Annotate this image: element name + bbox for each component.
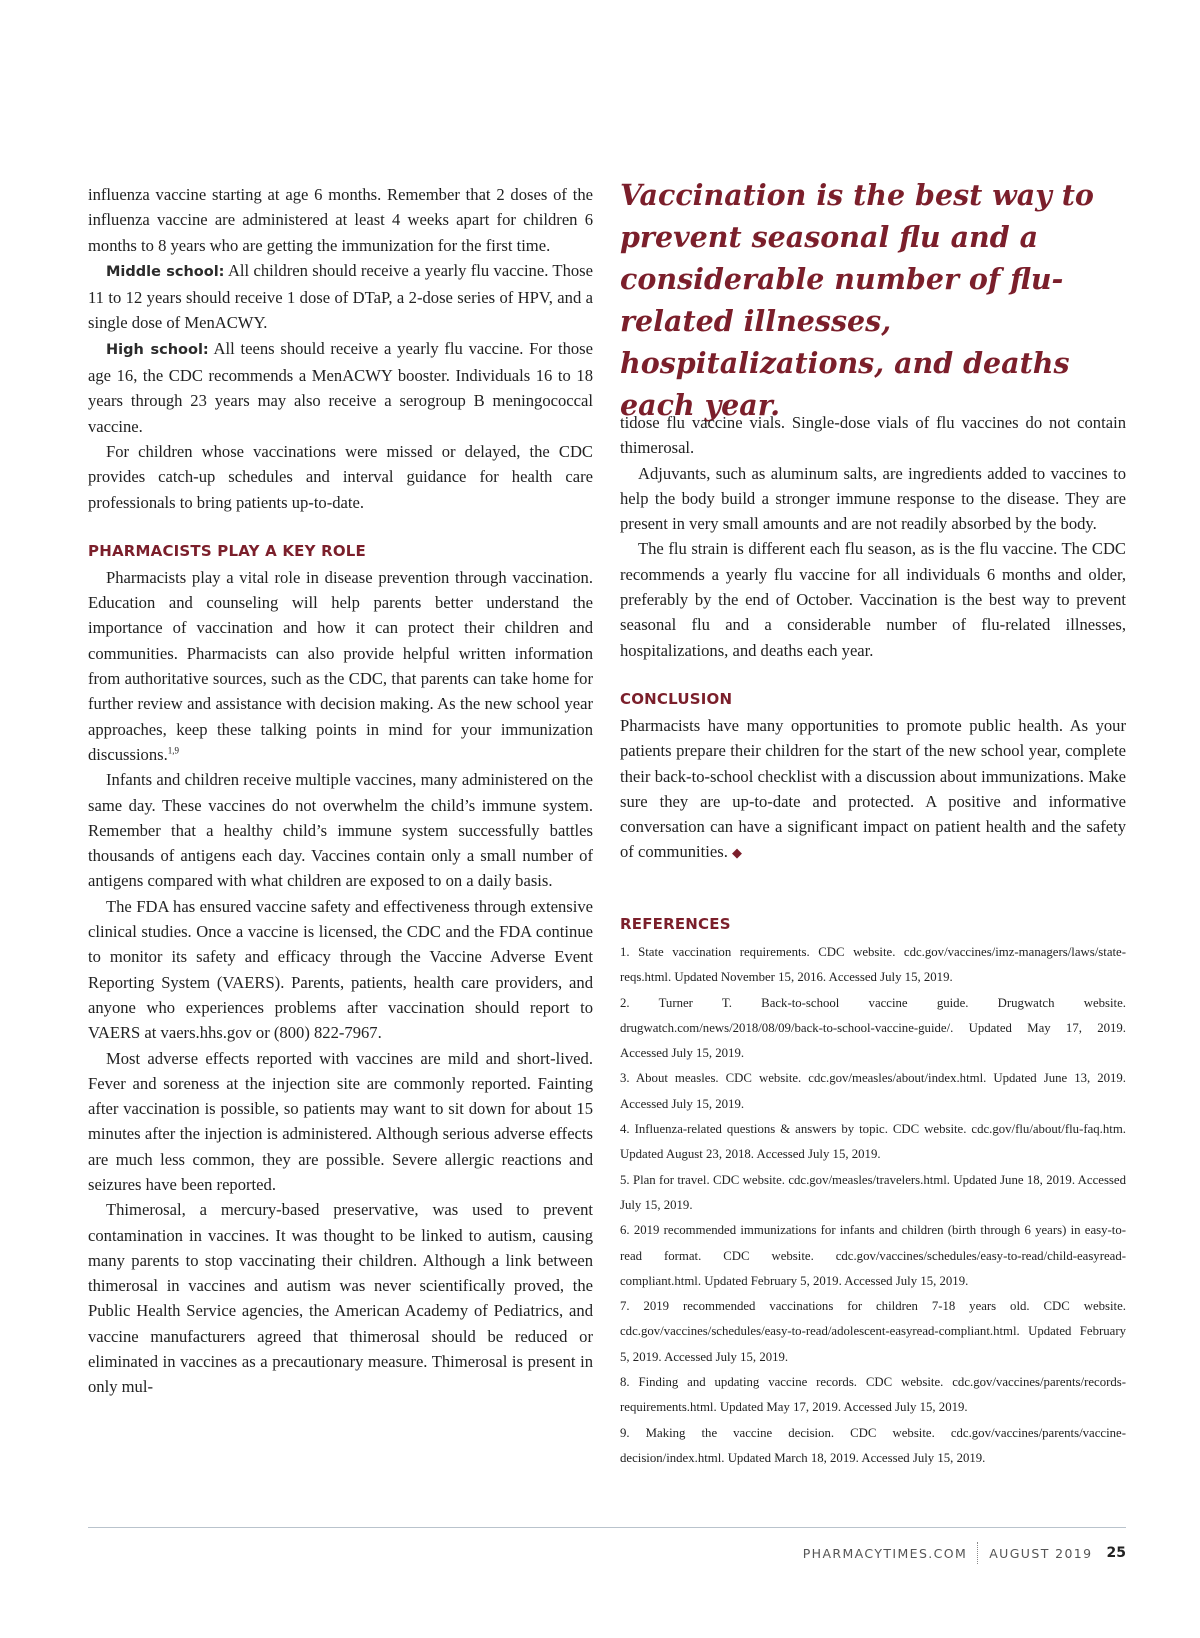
pull-quote: Vaccination is the best way to prevent seasonal flu and a considerable number of flu-related illnesses, hospitalizations, and deaths each year. <box>620 178 1094 422</box>
paragraph-flu-vaccine-doses: influenza vaccine starting at age 6 months. Remember that 2 doses of the influenza vaccine are administered at least 4 weeks apart for children 6 months to 8 years who are getting the immunization for the first time. <box>88 185 593 255</box>
end-mark-diamond-icon: ◆ <box>732 845 742 861</box>
paragraph-conclusion <box>620 713 1126 866</box>
paragraph-flu-strain: The flu strain is different each flu season, as is the flu vaccine. The CDC recommends a yearly flu vaccine for all individuals 6 months and older, preferably by the end of October. Vaccination is the best way to prevent seasonal flu and a considerable number of flu-related illnesses, hospitalizations, and deaths each year. <box>620 539 1126 660</box>
heading-conclusion: CONCLUSION <box>620 689 733 708</box>
paragraph-adverse-effects: Most adverse effects reported with vaccines are mild and short-lived. Fever and soreness at the injection site are commonly reported. Fainting after vaccination is possible, so patients may want to sit down for about 15 minutes after the injection is administered. Although serious adverse effects are much less common, they are possible. Severe allergic reactions and seizures have been reported. <box>88 1048 593 1194</box>
high-school-text: All teens should receive a yearly flu vaccine. For those age 16, the CDC recommends a MenACWY booster. Individuals 16 to 18 years through 23 years may also receive a serogroup B meningococcal vaccine. <box>88 338 593 436</box>
reference-item: 3. About measles. CDC website. cdc.gov/measles/about/index.html. Updated June 13, 2019. Accessed July 15, 2019. <box>620 1071 1126 1111</box>
reference-item: 8. Finding and updating vaccine records. CDC website. cdc.gov/vaccines/parents/records-requirements.html. Updated May 17, 2019. Accessed July 15, 2019. <box>620 1375 1126 1415</box>
reference-item: 5. Plan for travel. CDC website. cdc.gov/measles/travelers.html. Updated June 18, 2019. Accessed July 15, 2019. <box>620 1172 1126 1212</box>
page-footer <box>803 1542 1126 1564</box>
pharmacists-role-text: Pharmacists play a vital role in disease prevention through vaccination. Education and counseling will help parents better understand the importance of vaccination and how it can protect their children and communities. Pharmacists can also provide helpful written information from authoritative sources, such as the CDC, that parents can take home for further review and assistance with decision making. As the new school year approaches, keep these talking points in mind for your immunization discussions. <box>88 567 593 764</box>
reference-item: 4. Influenza-related questions & answers by topic. CDC website. cdc.gov/flu/about/flu-faq.htm. Updated August 23, 2018. Accessed July 15, 2019. <box>620 1122 1126 1162</box>
right-column <box>620 410 1126 866</box>
left-column <box>88 182 593 1400</box>
reference-item: 7. 2019 recommended vaccinations for children 7-18 years old. CDC website. cdc.gov/vaccines/schedules/easy-to-read/adolescent-easyread-compliant.html. Updated February 5, 2019. Accessed July 15, 2019. <box>620 1299 1126 1364</box>
references-section <box>620 912 1126 1471</box>
footer-site: PHARMACYTIMES.COM <box>802 1545 968 1561</box>
footer-issue: AUGUST 2019 <box>989 1545 1093 1561</box>
heading-pharmacists-key-role: PHARMACISTS PLAY A KEY ROLE <box>88 541 366 560</box>
heading-references: REFERENCES <box>620 915 731 933</box>
conclusion-text: Pharmacists have many opportunities to promote public health. As your patients prepare their children for the start of the new school year, complete their back-to-school checklist with a discussion about immunizations. Make sure they are up-to-date and protected. A positive and informative conversation can have a significant impact on patient health and the safety of communities. <box>620 715 1126 862</box>
reference-item: 1. State vaccination requirements. CDC website. cdc.gov/vaccines/imz-managers/laws/state-reqs.html. Updated November 15, 2016. Accessed July 15, 2019. <box>620 945 1126 985</box>
citation-superscript: 1,9 <box>167 745 180 756</box>
paragraph-multiple-vaccines: Infants and children receive multiple vaccines, many administered on the same day. These vaccines do not overwhelm the child’s immune system. Remember that a healthy child’s immune system successfully battles thousands of antigens each day. Vaccines contain only a small number of antigens compared with what children are exposed to on a daily basis. <box>88 770 593 891</box>
reference-item: 9. Making the vaccine decision. CDC website. cdc.gov/vaccines/parents/vaccine-decision/index.html. Updated March 18, 2019. Accessed July 15, 2019. <box>620 1425 1126 1465</box>
middle-school-text: All children should receive a yearly flu vaccine. Those 11 to 12 years should receive 1 dose of DTaP, a 2-dose series of HPV, and a single dose of MenACWY. <box>88 260 593 333</box>
footer-separator <box>977 1542 979 1564</box>
paragraph-middle-school <box>88 258 593 336</box>
page-number: 25 <box>1106 1545 1126 1561</box>
paragraph-pharmacists-role <box>88 565 593 767</box>
paragraph-thimerosal: Thimerosal, a mercury-based preservative, was used to prevent contamination in vaccines. It was thought to be linked to autism, causing many parents to stop vaccinating their children. Although a link between thimerosal in vaccines and autism was never scientifically proved, the Public Health Service agencies, the American Academy of Pediatrics, and vaccine manufacturers agreed that thimerosal should be reduced or eliminated in vaccines as a precautionary measure. Thimerosal is present in only mul- <box>88 1200 593 1397</box>
footer-divider <box>88 1527 1126 1528</box>
reference-item: 6. 2019 recommended immunizations for infants and children (birth through 6 years) in easy-to-read format. CDC website. cdc.gov/vaccines/schedules/easy-to-read/child-easyread-compliant.html. Updated February 5, 2019. Accessed July 15, 2019. <box>620 1223 1126 1288</box>
paragraph-fda-safety: The FDA has ensured vaccine safety and effectiveness through extensive clinical studies. Once a vaccine is licensed, the CDC and the FDA continue to monitor its safety and efficacy through the Vaccine Adverse Event Reporting System (VAERS). Parents, patients, health care providers, and anyone who experiences problems after vaccination should report to VAERS at vaers.hhs.gov or (800) 822-7967. <box>88 896 593 1043</box>
reference-item: 2. Turner T. Back-to-school vaccine guide. Drugwatch website. drugwatch.com/news/2018/08/09/back-to-school-vaccine-guide/. Updated May 17, 2019. Accessed July 15, 2019. <box>620 995 1126 1061</box>
paragraph-catch-up: For children whose vaccinations were missed or delayed, the CDC provides catch-up schedules and interval guidance for health care professionals to bring patients up-to-date. <box>88 441 593 512</box>
middle-school-label: Middle school: <box>106 263 225 280</box>
paragraph-high-school <box>88 336 593 439</box>
paragraph-multidose-vials: tidose flu vaccine vials. Single-dose vials of flu vaccines do not contain thimerosal. <box>620 413 1126 458</box>
high-school-label: High school: <box>106 341 209 358</box>
paragraph-adjuvants: Adjuvants, such as aluminum salts, are ingredients added to vaccines to help the body build a stronger immune response to the disease. They are present in very small amounts and are not readily absorbed by the body. <box>620 463 1126 534</box>
